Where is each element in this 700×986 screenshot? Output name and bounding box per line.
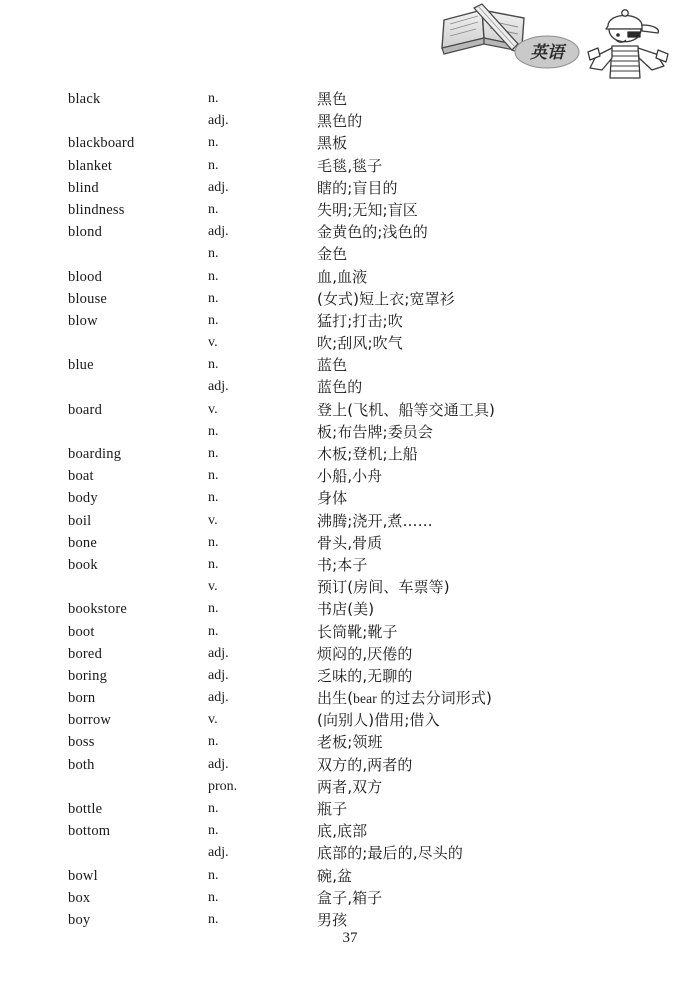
entry-word: blue: [68, 357, 94, 374]
entry-row: [0, 199, 700, 221]
page-number: 37: [342, 930, 358, 946]
entry-part-of-speech: v.: [208, 712, 218, 728]
entry-definition: 男孩: [317, 910, 348, 929]
entry-definition: 瞎的;盲目的: [317, 178, 398, 197]
entry-part-of-speech: v.: [208, 579, 218, 595]
entry-row: [0, 687, 700, 709]
dictionary-entry-list: [0, 88, 700, 931]
entry-definition: 毛毯‚毯子: [317, 156, 383, 175]
entry-word: blackboard: [68, 135, 135, 152]
entry-row: [0, 554, 700, 576]
entry-part-of-speech: n.: [208, 290, 219, 306]
entry-word: board: [68, 401, 103, 418]
bubble-text: 英语: [530, 43, 564, 63]
entry-word: blind: [68, 179, 99, 196]
entry-word: boot: [68, 623, 95, 640]
entry-row: [0, 266, 700, 288]
entry-part-of-speech: n.: [208, 468, 219, 484]
entry-part-of-speech: n.: [208, 91, 219, 106]
entry-row: [0, 643, 700, 665]
entry-definition: 黑色的: [317, 112, 363, 131]
entry-row: [0, 820, 700, 842]
entry-word: boil: [68, 512, 92, 529]
entry-row: [0, 621, 700, 643]
entry-word: bottom: [68, 823, 111, 840]
entry-word: born: [68, 690, 96, 707]
entry-word: box: [68, 889, 91, 906]
entry-part-of-speech: n.: [208, 423, 219, 439]
entry-definition: 书;本子: [317, 555, 368, 574]
entry-row: [0, 132, 700, 154]
entry-part-of-speech: adj.: [208, 645, 229, 661]
entry-row: [0, 598, 700, 620]
entry-part-of-speech: n.: [208, 490, 219, 506]
entry-row: [0, 243, 700, 265]
entry-part-of-speech: pron.: [208, 778, 238, 794]
entry-part-of-speech: adj.: [208, 756, 229, 772]
entry-row: [0, 155, 700, 177]
entry-part-of-speech: adj.: [208, 224, 229, 240]
entry-part-of-speech: n.: [208, 734, 219, 750]
entry-word: blindness: [68, 201, 125, 218]
entry-definition: 黑色: [317, 90, 348, 108]
entry-row: [0, 510, 700, 532]
entry-part-of-speech: n.: [208, 911, 219, 927]
entry-definition: 盒子‚箱子: [317, 888, 383, 907]
entry-word: blond: [68, 224, 103, 241]
entry-definition: 长筒靴;靴子: [317, 622, 398, 641]
entry-definition: 板;布告牌;委员会: [317, 422, 434, 441]
entry-row: [0, 709, 700, 731]
entry-row: [0, 421, 700, 443]
entry-word: book: [68, 556, 98, 573]
entry-definition: 书店(美): [317, 600, 375, 619]
entry-row: [0, 909, 700, 931]
entry-definition: 底部的;最后的‚尽头的: [317, 844, 463, 863]
entry-row: [0, 177, 700, 199]
entry-row: [0, 487, 700, 509]
entry-part-of-speech: n.: [208, 357, 219, 373]
entry-definition: 木板;登机;上船: [317, 445, 418, 463]
entry-word: borrow: [68, 712, 112, 729]
entry-row: [0, 110, 700, 132]
entry-definition: 小船‚小舟: [317, 467, 383, 486]
entry-row: [0, 288, 700, 310]
entry-word: bored: [68, 645, 103, 662]
entry-row: [0, 88, 700, 110]
entry-row: [0, 376, 700, 398]
boy-with-cap-icon: [588, 10, 668, 78]
entry-word: bone: [68, 534, 97, 551]
entry-row: [0, 887, 700, 909]
entry-row: [0, 532, 700, 554]
entry-part-of-speech: adj.: [208, 179, 229, 195]
entry-part-of-speech: adj.: [208, 690, 229, 706]
entry-part-of-speech: n.: [208, 623, 219, 639]
entry-part-of-speech: n.: [208, 601, 219, 617]
entry-row: [0, 310, 700, 332]
entry-word: blouse: [68, 290, 108, 307]
entry-word: blood: [68, 268, 103, 285]
entry-part-of-speech: adj.: [208, 379, 229, 395]
entry-definition: 蓝色: [317, 356, 348, 375]
entry-definition: 烦闷的‚厌倦的: [317, 644, 413, 663]
entry-word: bookstore: [68, 601, 127, 618]
entry-word: bottle: [68, 801, 103, 817]
entry-part-of-speech: adj.: [208, 667, 229, 683]
entry-definition: 沸腾;浇开‚煮……: [317, 511, 433, 530]
entry-part-of-speech: v.: [208, 335, 218, 351]
entry-definition: 吹;刮风;吹气: [317, 334, 403, 353]
entry-row: [0, 842, 700, 864]
entry-definition: (女式)短上衣;宽罩衫: [317, 289, 455, 308]
entry-row: [0, 731, 700, 753]
entry-word: boat: [68, 468, 94, 485]
entry-definition: 失明;无知;盲区: [317, 200, 418, 219]
entry-word: boring: [68, 667, 108, 684]
entry-part-of-speech: adj.: [208, 845, 229, 861]
entry-part-of-speech: n.: [208, 556, 219, 572]
entry-definition: 黑板: [317, 134, 348, 153]
entry-definition: 碗‚盆: [317, 866, 353, 885]
entry-word: boarding: [68, 446, 122, 462]
entry-part-of-speech: n.: [208, 534, 219, 550]
entry-definition: 血‚血液: [317, 267, 368, 286]
entry-row: [0, 465, 700, 487]
entry-word: blanket: [68, 157, 113, 174]
entry-row: [0, 798, 700, 820]
entry-row: [0, 399, 700, 421]
entry-word: body: [68, 490, 98, 507]
entry-definition: 底‚底部: [317, 822, 368, 841]
entry-row: [0, 754, 700, 776]
entry-part-of-speech: adj.: [208, 113, 229, 129]
entry-definition: (向别人)借用;借入: [317, 711, 440, 730]
entry-definition: 身体: [317, 489, 348, 508]
entry-part-of-speech: n.: [208, 268, 219, 284]
entry-part-of-speech: n.: [208, 201, 219, 217]
entry-part-of-speech: n.: [208, 823, 219, 839]
entry-part-of-speech: n.: [208, 446, 219, 461]
entry-definition: 登上(飞机、船等交通工具): [317, 400, 496, 419]
entry-definition: 双方的‚两者的: [317, 755, 413, 774]
entry-definition: 乏味的‚无聊的: [317, 666, 413, 685]
entry-definition: 金色: [317, 245, 348, 264]
entry-definition: 预订(房间、车票等): [317, 578, 450, 597]
entry-definition: 老板;领班: [317, 733, 383, 752]
entry-part-of-speech: n.: [208, 157, 219, 173]
entry-part-of-speech: v.: [208, 512, 218, 528]
entry-part-of-speech: n.: [208, 312, 219, 328]
entry-word: blow: [68, 312, 98, 329]
entry-definition: 金黄色的;浅色的: [317, 223, 428, 242]
entry-word: bowl: [68, 867, 98, 884]
entry-word: both: [68, 756, 95, 773]
entry-row: [0, 865, 700, 887]
entry-part-of-speech: n.: [208, 135, 219, 151]
entry-word: black: [68, 91, 101, 107]
entry-part-of-speech: n.: [208, 889, 219, 905]
entry-definition: 出生(bear 的过去分词形式): [317, 689, 492, 708]
entry-definition: 瓶子: [317, 800, 348, 818]
entry-part-of-speech: n.: [208, 867, 219, 883]
entry-row: [0, 354, 700, 376]
entry-definition: 猛打;打击;吹: [317, 311, 403, 330]
entry-row: [0, 221, 700, 243]
entry-part-of-speech: n.: [208, 801, 219, 816]
entry-part-of-speech: n.: [208, 246, 219, 262]
entry-word: boss: [68, 734, 95, 751]
entry-row: [0, 332, 700, 354]
entry-row: [0, 576, 700, 598]
entry-word: boy: [68, 911, 91, 928]
entry-definition: 骨头‚骨质: [317, 533, 383, 552]
header-illustration: [430, 0, 700, 82]
entry-row: [0, 665, 700, 687]
entry-row: [0, 443, 700, 465]
entry-definition: 两者‚双方: [317, 777, 383, 796]
entry-definition: 蓝色的: [317, 378, 363, 397]
entry-part-of-speech: v.: [208, 401, 218, 417]
entry-row: [0, 776, 700, 798]
